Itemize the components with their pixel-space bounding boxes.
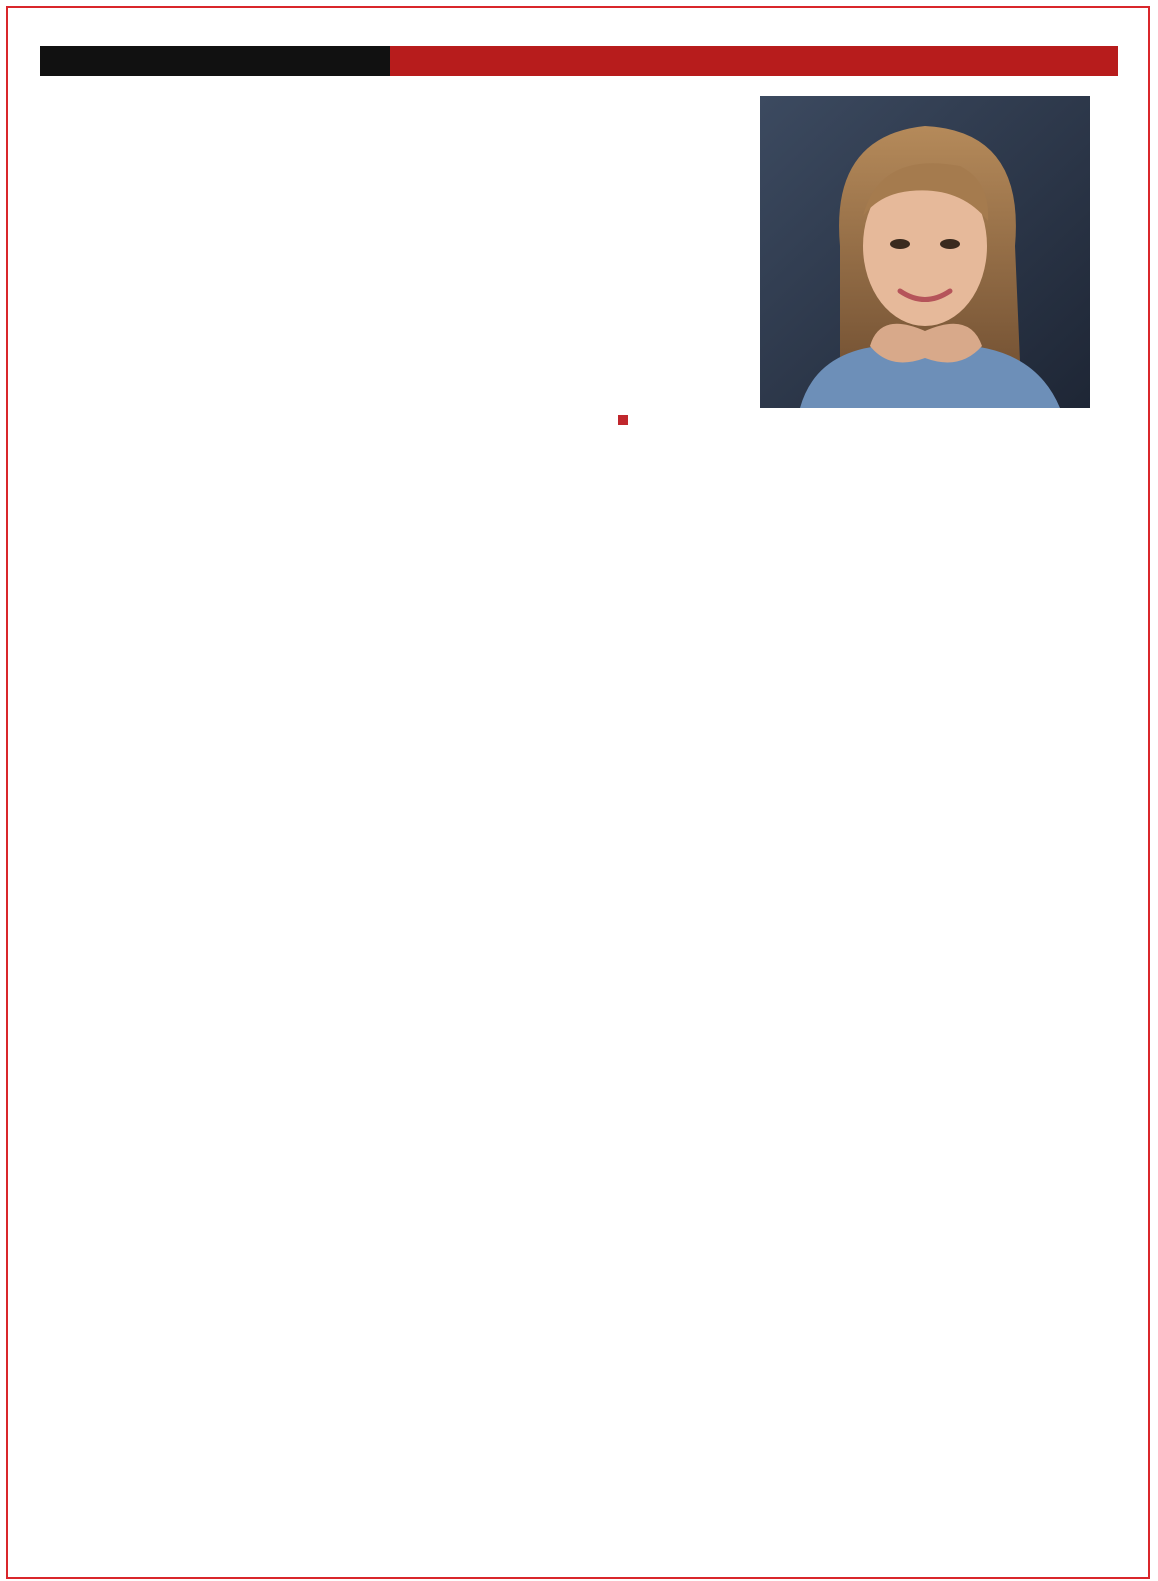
article-title (75, 84, 705, 156)
author-photo (760, 96, 1090, 408)
section-bar (40, 46, 390, 76)
end-mark-icon (618, 415, 628, 425)
article-column-right (588, 410, 1100, 1458)
paragraph (588, 410, 1100, 430)
section-bar-accent (390, 46, 1118, 76)
page-footer (62, 1476, 662, 1506)
photo-credit (1093, 100, 1113, 404)
portrait-illustration (760, 96, 1090, 408)
article-column-left (62, 362, 570, 1458)
drop-cap (62, 214, 144, 334)
article-lead (62, 216, 740, 352)
